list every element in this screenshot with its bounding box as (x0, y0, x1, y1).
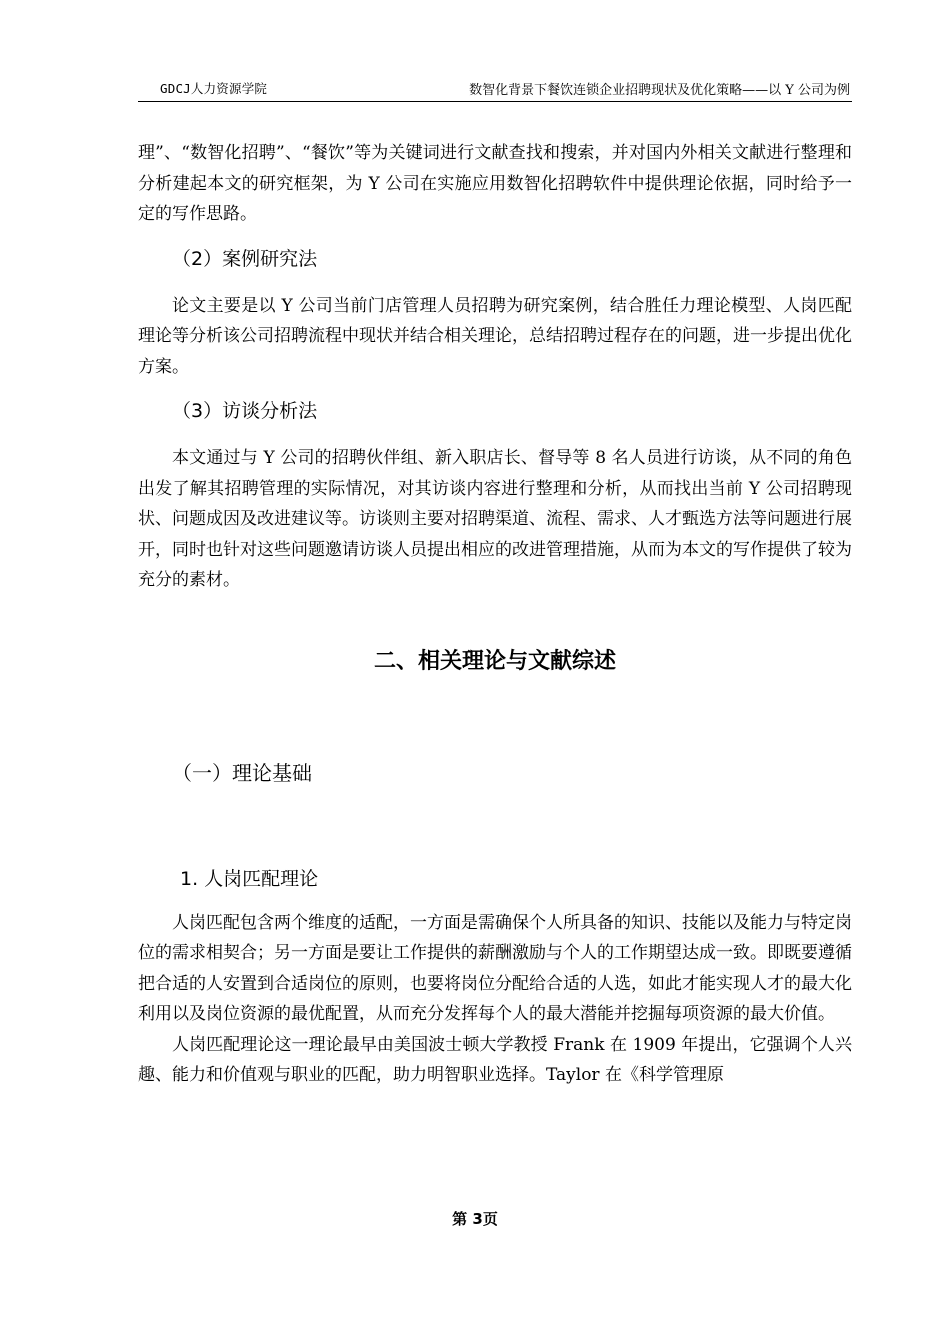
paragraph-theory-origin: 人岗匹配理论这一理论最早由美国波士顿大学教授 Frank 在 1909 年提出，它强调个人兴趣、能力和价值观与职业的匹配，助力明智职业选择。Taylor 在《科学管理原 (138, 1034, 852, 1085)
subsection-title: 1. 人岗匹配理论 (180, 867, 319, 890)
paragraph-interview: 本文通过与 Y 公司的招聘伙伴组、新入职店长、督导等 8 名人员进行访谈，从不同的角色出发了解其招聘管理的实际情况，对其访谈内容进行整理和分析，从而找出当前 Y 公司招聘现状、问题成因及改进建议等。访谈则主要对招聘渠道、流程、需求、人才甄选方法等问题进行展开，同时也针对这些问题邀请访谈人员提出相应的改进管理措施，从而为本文的写作提供了较为充分的素材。 (138, 448, 852, 590)
chapter-title: 二、相关理论与文献综述 (373, 648, 616, 674)
section-title: （一）理论基础 (172, 760, 312, 785)
heading-interview: （3）访谈分析法 (172, 400, 318, 422)
paragraph-person-job-fit: 人岗匹配包含两个维度的适配，一方面是需确保个人所具备的知识、技能以及能力与特定岗位的需求相契合；另一方面是要让工作提供的薪酬激励与个人的工作期望达成一致。即既要遵循把合适的人安置到合适岗位的原则，也要将岗位分配给合适的人选，如此才能实现人才的最大化利用以及岗位资源的最优配置，从而充分发挥每个人的最大潜能并挖掘每项资源的最大价值。 (138, 912, 852, 1024)
paragraph-case-study: 论文主要是以 Y 公司当前门店管理人员招聘为研究案例，结合胜任力理论模型、人岗匹配理论等分析该公司招聘流程中现状并结合相关理论，总结招聘过程存在的问题，进一步提出优化方案。 (138, 295, 852, 377)
body-text (138, 138, 852, 1091)
header-institution: GDCJ人力资源学院 (160, 81, 268, 96)
header-paper-title: 数智化背景下餐饮连锁企业招聘现状及优化策略——以 Y 公司为例 (469, 83, 850, 98)
heading-case-study: （2）案例研究法 (172, 247, 318, 270)
paragraph-literature-method: 理”、“数智化招聘”、“餐饮”等为关键词进行文献查找和搜索，并对国内外相关文献进行整理和分析建起本文的研究框架，为 Y 公司在实施应用数智化招聘软件中提供理论依据，同时给予一定的写作思路。 (138, 143, 852, 224)
page-number: 第 3页 (452, 1210, 498, 1228)
header-rule (138, 101, 852, 102)
